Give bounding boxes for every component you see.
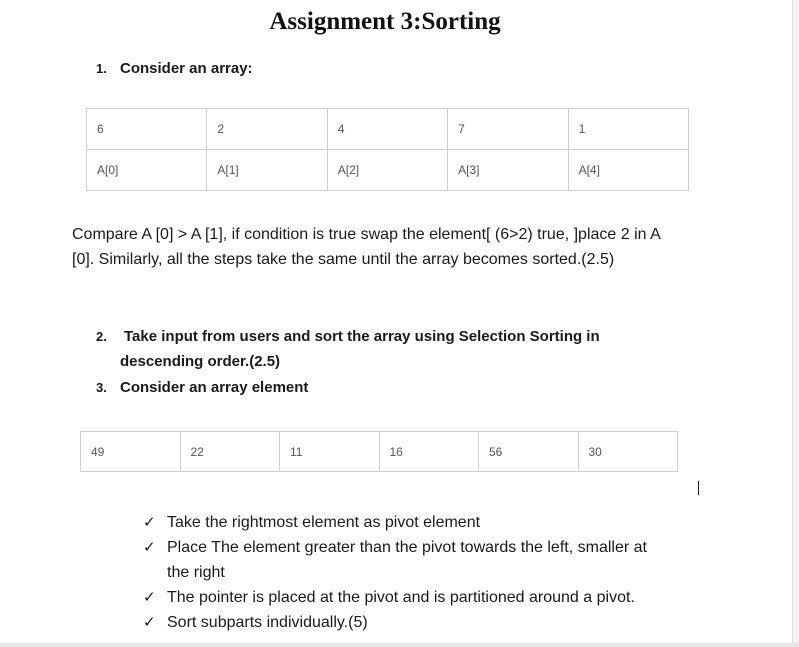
question-3-number: 3. [96, 380, 107, 395]
table-row-indices [87, 150, 689, 191]
table-cell[interactable]: 2 [207, 109, 327, 150]
checkmark-icon: ✓ [143, 613, 156, 631]
table-cell[interactable]: 30 [578, 432, 678, 472]
checkmark-icon: ✓ [143, 538, 156, 556]
paragraph-line: [0]. Similarly, all the steps take the same until the array becomes sorted.(2.5) [72, 251, 615, 268]
question-1-number: 1. [96, 61, 107, 76]
page-title: Assignment 3:Sorting [269, 8, 501, 35]
table-cell[interactable]: 11 [280, 432, 380, 472]
question-3-text: Consider an array element [120, 379, 309, 396]
list-item-text-continued: the right [167, 564, 225, 581]
checkmark-icon: ✓ [143, 588, 156, 606]
table-row-values [81, 432, 678, 472]
table-cell[interactable]: 49 [81, 432, 181, 472]
table-cell[interactable]: 16 [379, 432, 479, 472]
array-table-2 [80, 431, 678, 472]
paragraph-line: Compare A [0] > A [1], if condition is true swap the element[ (6>2) true, ]place 2 in A [72, 226, 661, 243]
table-cell[interactable]: A[3] [448, 150, 568, 191]
scrollbar-area [792, 0, 799, 647]
table-cell[interactable]: 4 [327, 109, 447, 150]
list-item [143, 535, 703, 585]
table-cell[interactable]: 7 [448, 109, 568, 150]
list-item-text: Take the rightmost element as pivot element [167, 514, 481, 531]
table-cell[interactable]: A[1] [207, 150, 327, 191]
list-item [143, 610, 703, 635]
list-item [143, 585, 703, 610]
table-cell[interactable]: A[4] [568, 150, 688, 191]
pivot-steps-list [143, 510, 703, 635]
text-cursor [698, 481, 699, 495]
table-row-values [87, 109, 689, 150]
table-cell[interactable]: 56 [479, 432, 579, 472]
list-item [143, 510, 703, 535]
table-cell[interactable]: A[2] [327, 150, 447, 191]
table-cell[interactable]: 1 [568, 109, 688, 150]
table-cell[interactable]: 22 [180, 432, 280, 472]
table-cell[interactable]: 6 [87, 109, 207, 150]
question-2-number: 2. [96, 329, 107, 344]
question-2-line-1: Take input from users and sort the array using Selection Sorting in [124, 328, 600, 345]
page-bottom-edge [0, 643, 799, 647]
list-item-text: Place The element greater than the pivot towards the left, smaller at [167, 539, 647, 556]
list-item-text: Sort subparts individually.(5) [167, 614, 368, 631]
question-1-text: Consider an array: [120, 60, 253, 77]
list-item-text: The pointer is placed at the pivot and is partitioned around a pivot. [167, 589, 635, 606]
checkmark-icon: ✓ [143, 513, 156, 531]
array-table-1 [86, 108, 689, 191]
question-1-explanation [72, 222, 712, 272]
question-2-line-2: descending order.(2.5) [120, 353, 281, 370]
table-cell[interactable]: A[0] [87, 150, 207, 191]
